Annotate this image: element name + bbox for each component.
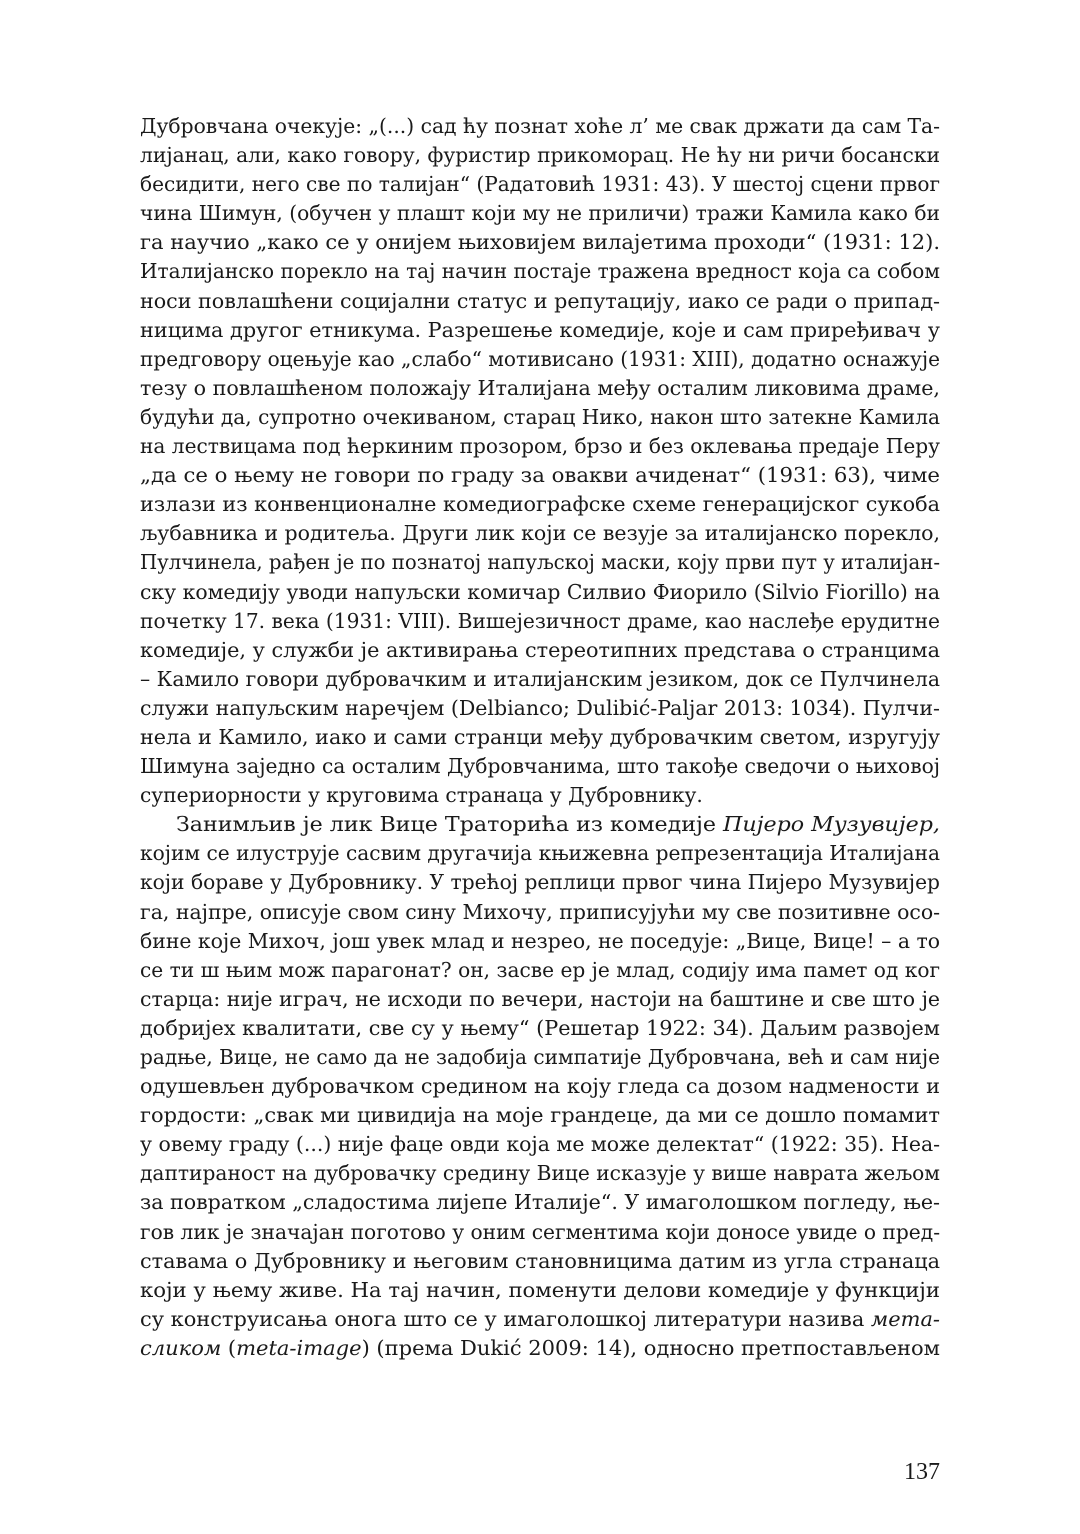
text-line-content <box>140 1218 940 1247</box>
text-line <box>140 694 940 723</box>
text-line <box>140 1043 940 1072</box>
text-line <box>140 578 940 607</box>
text-line <box>140 1305 940 1334</box>
text-line <box>140 1072 940 1101</box>
text-segment: се ти ш њим мож парагонат? он, засве ер је млад, содију има памет од ког <box>140 957 941 982</box>
text-line-content <box>140 839 940 868</box>
italic-text: мета- <box>870 1306 940 1331</box>
text-line-content <box>140 1101 940 1130</box>
text-line <box>140 1188 940 1217</box>
text-segment: – Камило говори дубровачким и италијанским језиком, док се Пулчинела <box>140 666 941 691</box>
text-line <box>140 956 940 985</box>
text-segment: ску комедију уводи напуљски комичар Силвио Фиорило (Silvio Fiorillo) на <box>140 579 941 604</box>
text-line-content <box>140 1130 940 1159</box>
text-segment: будући да, супротно очекиваном, старац Нико, након што затекне Камила <box>140 404 940 429</box>
text-segment: га научио „како се у онијем њиховијем вилајетима проходи“ (1931: 12). <box>140 230 941 255</box>
text-line <box>140 432 940 461</box>
text-segment: су конструисања онога што се у имаголошкој литератури назива <box>140 1306 871 1331</box>
text-line-content <box>140 868 940 897</box>
text-line-content <box>140 898 940 927</box>
text-segment: ставама о Дубровнику и његовим становницима датим из угла странаца <box>140 1248 941 1273</box>
text-line <box>140 636 940 665</box>
text-line <box>140 257 940 286</box>
text-segment: бине које Михоч, још увек млад и незрео, не поседује: „Вице, Вице! – а то <box>140 928 940 953</box>
text-line-content <box>140 578 940 607</box>
text-segment: га, најпре, описује свом сину Михочу, приписујући му све позитивне осо- <box>140 899 941 924</box>
italic-text: сликом <box>140 1335 222 1360</box>
text-line <box>140 141 940 170</box>
text-segment: бесидити, него све по талијан“ (Радатовић 1931: 43). У шестој сцени првог <box>140 172 941 197</box>
text-line <box>140 170 940 199</box>
text-segment: добријех квалитати, све су у њему“ (Решетар 1922: 34). Даљим развојем <box>140 1015 940 1040</box>
text-line-content <box>140 1305 940 1334</box>
text-line-content <box>140 1072 940 1101</box>
text-segment: љубавника и родитеља. Други лик који се везује за италијанско порекло, <box>140 521 941 546</box>
text-line <box>140 985 940 1014</box>
text-segment: Шимуна заједно са осталим Дубровчанима, што такође сведочи о њиховој <box>140 754 941 779</box>
text-line <box>140 839 940 868</box>
text-line <box>140 1247 940 1276</box>
text-line <box>140 519 940 548</box>
text-line-content <box>140 374 940 403</box>
text-line-content <box>140 607 940 636</box>
text-line-content <box>140 1334 940 1363</box>
text-segment: даптираност на дубровачку средину Вице исказује у више наврата жељом <box>140 1161 941 1186</box>
text-line <box>140 316 940 345</box>
text-segment: гордости: „свак ми цивидија на моје грандеце, да ми се дошло помамит <box>140 1103 940 1128</box>
text-line <box>140 752 940 781</box>
text-line <box>140 723 940 752</box>
italic-text: meta-image <box>236 1335 362 1360</box>
text-segment: лијанац, али, како говору, фуристир прикоморац. Не ћу ни ричи босански <box>140 143 940 168</box>
text-segment: ) (према Dukić 2009: 14), односно претпостављеном <box>361 1335 941 1360</box>
text-line <box>140 112 940 141</box>
text-line <box>140 607 940 636</box>
text-line-content <box>140 636 940 665</box>
text-line <box>140 374 940 403</box>
text-line-content <box>140 665 940 694</box>
text-line-content <box>140 1043 940 1072</box>
text-line <box>140 1276 940 1305</box>
text-line <box>140 345 940 374</box>
text-line-content <box>140 316 940 345</box>
text-segment: супериорности у круговима странаца у Дубровнику. <box>140 783 703 808</box>
text-segment: који бораве у Дубровнику. У трећој реплици првог чина Пијеро Музувијер <box>140 870 940 895</box>
text-line <box>140 1014 940 1043</box>
text-line-content <box>140 403 940 432</box>
text-segment: на лествицама под ћеркиним прозором, брзо и без оклевања предаје Перу <box>140 434 940 459</box>
text-line <box>140 1218 940 1247</box>
text-line-content <box>140 432 940 461</box>
text-line-content <box>140 490 940 519</box>
text-segment: излази из конвенционалне комедиографске схеме генерацијског сукоба <box>140 492 940 517</box>
text-line-content <box>140 1188 940 1217</box>
text-line-content <box>140 228 940 257</box>
page-number: 137 <box>904 1459 940 1485</box>
text-segment: старца: није играч, не исходи по вечери, настоји на баштине и све што је <box>140 986 941 1011</box>
text-line-content <box>140 461 940 490</box>
text-segment: ницима другог етникума. Разрешење комедије, које и сам приређивач у <box>140 317 940 342</box>
text-line <box>140 927 940 956</box>
text-line <box>140 490 940 519</box>
text-line-content <box>140 257 940 286</box>
text-segment: комедије, у служби је активирања стереотипних представа о странцима <box>140 637 941 662</box>
text-line-content <box>140 694 940 723</box>
text-line-content <box>140 927 940 956</box>
text-segment: у овему граду (...) није фаце овди која ме може делектат“ (1922: 35). Неа- <box>140 1132 941 1157</box>
text-line-content <box>140 548 940 577</box>
text-line <box>140 665 940 694</box>
text-line-content <box>140 1159 940 1188</box>
text-segment: Дубровчана очекује: „(...) сад ћу познат хоће л’ ме свак држати да сам Та- <box>140 114 940 138</box>
text-line-content <box>140 752 940 781</box>
text-segment: Занимљив је лик Вице Траторића из комедије <box>176 812 724 837</box>
text-segment: предговору оцењује као „слабо“ мотивисано (1931: XIII), додатно оснажује <box>140 346 940 371</box>
text-segment: Италијанско порекло на тај начин постаје тражена вредност која са собом <box>140 259 940 284</box>
text-segment: радње, Вице, не само да не задобија симпатије Дубровчана, већ и сам није <box>140 1045 940 1069</box>
text-line-content <box>140 345 940 374</box>
text-segment: „да се о њему не говори по граду за овакви ачиденат“ (1931: 63), чиме <box>140 463 940 488</box>
text-line <box>140 461 940 490</box>
body-text <box>140 112 940 1363</box>
text-line-content <box>140 170 940 199</box>
text-line-content <box>140 112 940 141</box>
text-segment: који у њему живе. На тај начин, поменути делови комедије у функцији <box>140 1277 941 1302</box>
text-segment: за повратком „сладостима лијепе Италије“. У имаголошком погледу, ње- <box>140 1190 940 1215</box>
text-line <box>140 781 940 810</box>
italic-text: Пијеро Музувијер, <box>723 812 940 837</box>
text-line <box>140 1101 940 1130</box>
text-line-content <box>140 1247 940 1276</box>
text-segment: одушевљен дубровачком средином на коју гледа са дозом надмености и <box>140 1074 941 1099</box>
text-line-content <box>176 810 940 839</box>
text-line-content <box>140 519 940 548</box>
text-segment: нела и Камило, иако и сами странци међу дубровачким светом, изругују <box>140 724 941 749</box>
text-segment: гов лик је значајан поготово у оним сегментима који доносе увиде о пред- <box>140 1219 941 1244</box>
text-line-content <box>140 1276 940 1305</box>
text-segment: Пулчинела, рађен је по познатој напуљској маски, коју први пут у италијан- <box>140 550 941 575</box>
text-segment: почетку 17. века (1931: VIII). Вишејезичност драме, као наслеђе ерудитне <box>140 608 941 633</box>
text-segment: тезу о повлашћеном положају Италијана међу осталим ликовима драме, <box>140 375 940 400</box>
text-line-content <box>140 781 703 810</box>
text-line <box>140 228 940 257</box>
text-line <box>140 403 940 432</box>
text-line <box>140 548 940 577</box>
text-line-content <box>140 985 940 1014</box>
text-line <box>140 868 940 897</box>
text-line <box>140 1334 940 1363</box>
text-segment: носи повлашћени социјални статус и репутацију, иако се ради о припад- <box>140 288 941 313</box>
text-segment: чина Шимун, (обучен у плашт који му не приличи) тражи Камила како би <box>140 201 941 226</box>
text-line <box>140 810 940 839</box>
text-line <box>140 199 940 228</box>
text-line-content <box>140 723 940 752</box>
text-line-content <box>140 199 940 228</box>
text-line-content <box>140 956 940 985</box>
text-segment: ( <box>221 1335 237 1360</box>
text-segment: служи напуљским наречјем (Delbianco; Dulibić-Paljar 2013: 1034). Пулчи- <box>140 695 940 720</box>
text-line <box>140 1159 940 1188</box>
text-line <box>140 898 940 927</box>
text-line-content <box>140 1014 940 1043</box>
text-line <box>140 1130 940 1159</box>
text-line <box>140 287 940 316</box>
text-segment: којим се илуструје сасвим другачија књижевна репрезентација Италијана <box>140 841 940 866</box>
text-line-content <box>140 287 940 316</box>
text-line-content <box>140 141 940 170</box>
